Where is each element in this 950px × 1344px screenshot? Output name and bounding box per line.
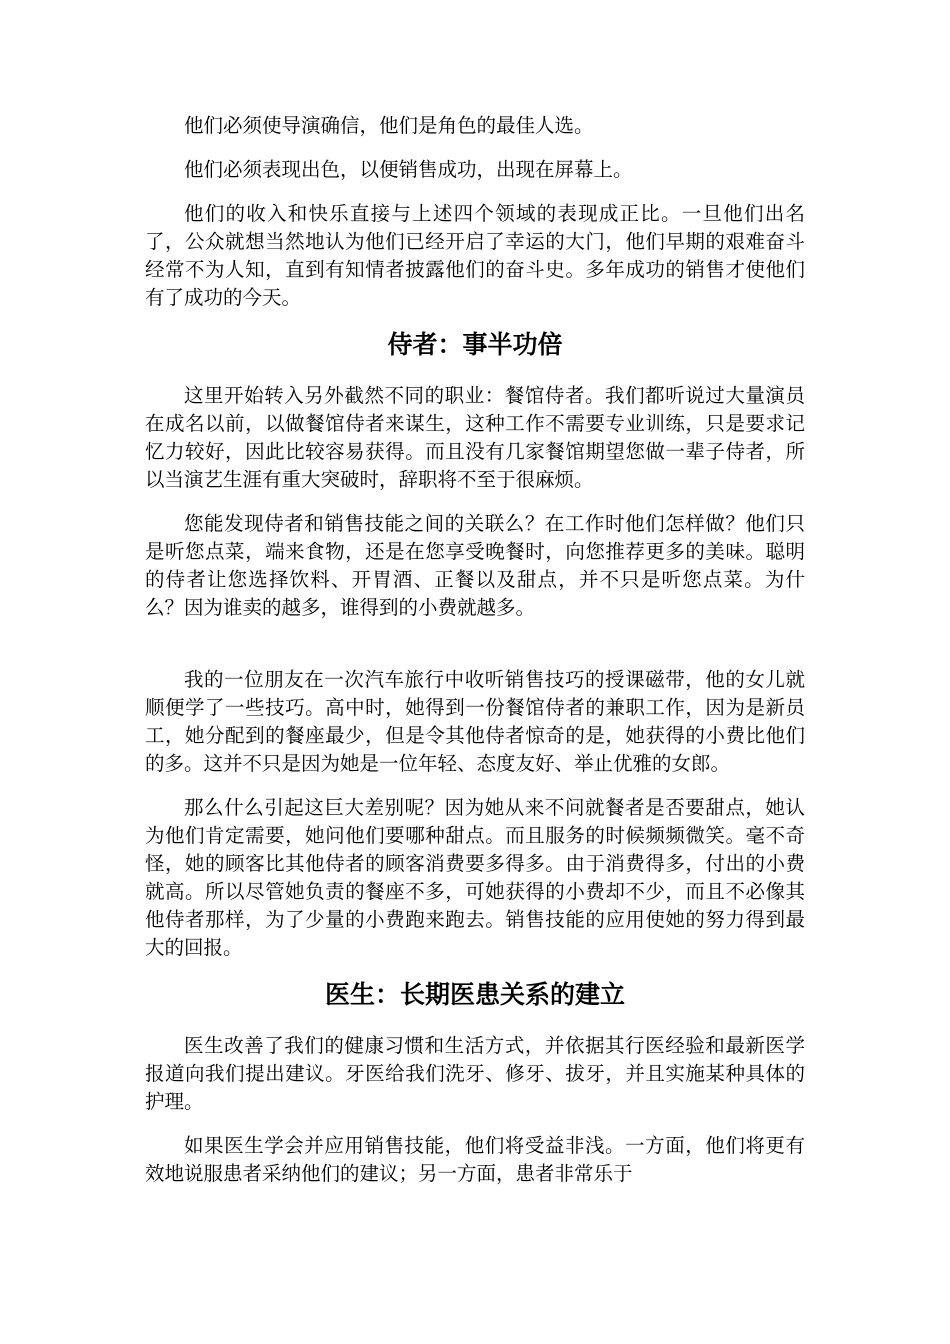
section-heading-waiter: 侍者：事半功倍 (387, 330, 563, 359)
paragraph: 这里开始转入另外截然不同的职业：餐馆侍者。我们都听说过大量演员在成名以前，以做餐馆侍者来谋生，这种工作不需要专业训练，只是要求记忆力较好，因此比较容易获得。而且没有几家餐馆期望您做一辈子侍者，所以当演艺生涯有重大突破时，辞职将不至于很麻烦。 (145, 384, 805, 491)
paragraph: 您能发现侍者和销售技能之间的关联么？在工作时他们怎样做？他们只是听您点菜，端来食物，还是在您享受晚餐时，向您推荐更多的美味。聪明的侍者让您选择饮料、开胃酒、正餐以及甜点，并不只是听您点菜。为什么？因为谁卖的越多，谁得到的小费就越多。 (145, 512, 805, 619)
paragraph: 他们必须使导演确信，他们是角色的最佳人选。 (184, 114, 594, 137)
paragraph: 如果医生学会并应用销售技能，他们将受益非浅。一方面，他们将更有效地说服患者采纳他们的建议；另一方面，患者非常乐于 (145, 1134, 805, 1185)
document-page (145, 112, 805, 1204)
paragraph: 他们必须表现出色，以便销售成功，出现在屏幕上。 (184, 158, 633, 181)
paragraph: 那么什么引起这巨大差别呢？因为她从来不问就餐者是否要甜点，她认为他们肯定需要，她问他们要哪种甜点。而且服务的时候频频微笑。毫不奇怪，她的顾客比其他侍者的顾客消费要多得多。由于消费得多，付出的小费就高。所以尽管她负责的餐座不多，可她获得的小费却不少，而且不必像其他侍者那样，为了少量的小费跑来跑去。销售技能的应用使她的努力得到最大的回报。 (145, 796, 805, 959)
paragraph: 医生改善了我们的健康习惯和生活方式，并依据其行医经验和最新医学报道向我们提出建议。牙医给我们洗牙、修牙、拔牙，并且实施某种具体的护理。 (145, 1034, 805, 1113)
section-heading-doctor: 医生：长期医患关系的建立 (324, 980, 625, 1009)
paragraph: 我的一位朋友在一次汽车旅行中收听销售技巧的授课磁带，他的女儿就顺便学了一些技巧。高中时，她得到一份餐馆侍者的兼职工作，因为是新员工，她分配到的餐座最少，但是令其他侍者惊奇的是，她获得的小费比他们的多。这并不只是因为她是一位年轻、态度友好、举止优雅的女郎。 (145, 668, 805, 775)
paragraph: 他们的收入和快乐直接与上述四个领域的表现成正比。一旦他们出名了，公众就想当然地认为他们已经开启了幸运的大门，他们早期的艰难奋斗经常不为人知，直到有知情者披露他们的奋斗史。多年成功的销售才使他们有了成功的今天。 (145, 202, 805, 309)
